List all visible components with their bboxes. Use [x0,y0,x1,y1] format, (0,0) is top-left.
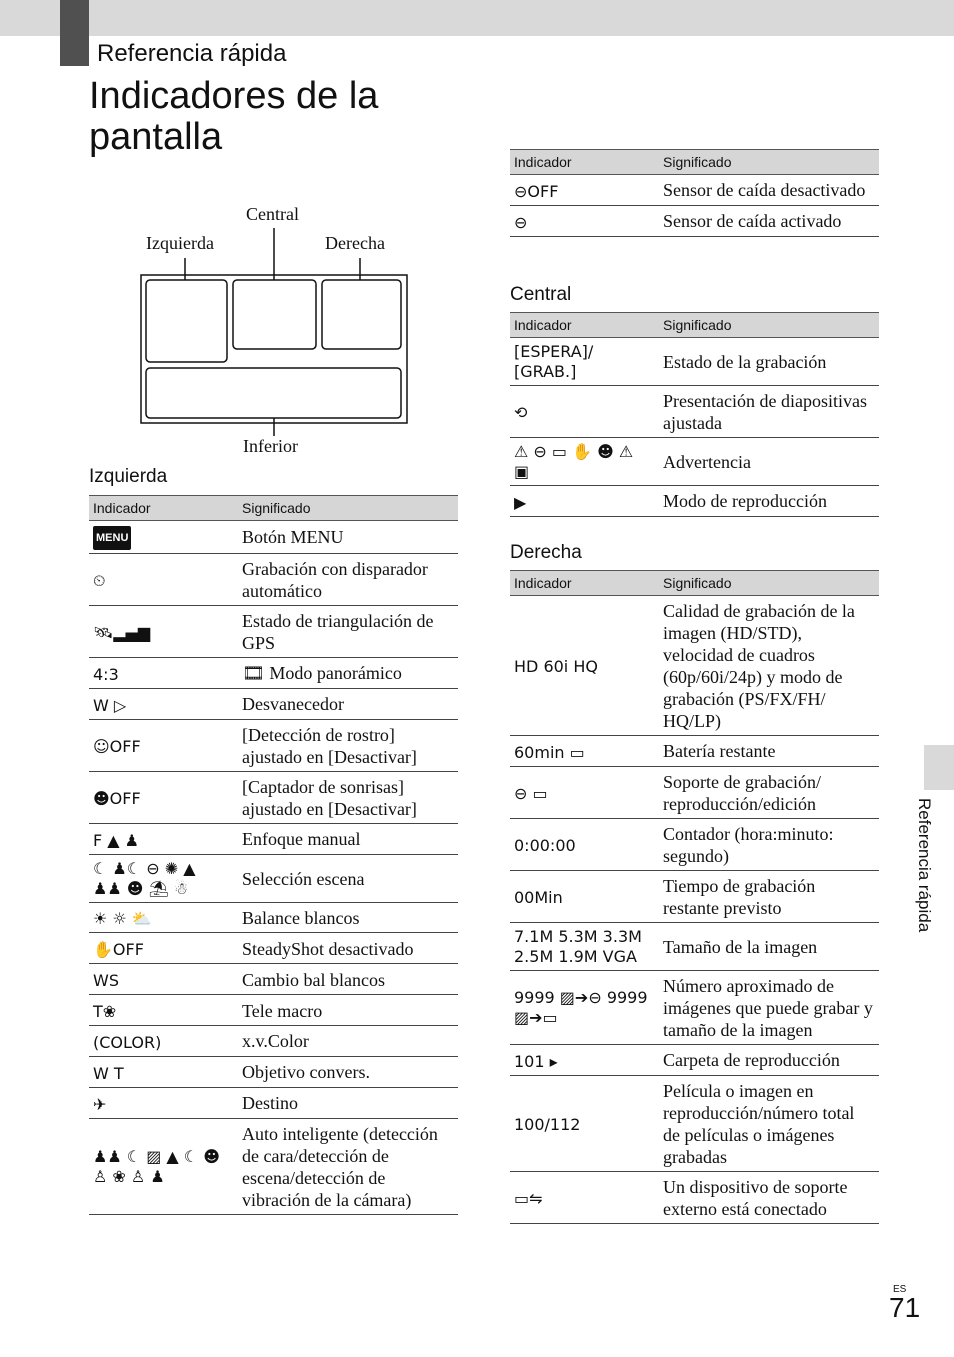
indicator-icon: ☺OFF [93,737,141,757]
page-number: 71 [889,1292,921,1323]
meaning-cell: Película o imagen en reproducción/número total de películas o imágenes grabadas [659,1075,879,1171]
meaning-cell: Calidad de grabación de la imagen (HD/STD), velocidad de cuadros (60p/60i/24p) y modo de grabación (PS/FX/FH/ HQ/LP) [659,596,879,736]
col-indicator: Indicador [510,313,659,338]
table-row [510,922,879,970]
table-row [89,902,458,933]
indicator-cell [89,933,238,964]
derecha-table [510,570,879,1224]
indicator-cell [89,605,238,657]
diagram-label-bottom: Inferior [243,436,298,456]
meaning-cell: Advertencia [659,438,879,486]
indicator-icon: W T [93,1063,124,1083]
meaning-cell: Auto inteligente (detección de cara/detección de escena/detección de vibración de la cámara) [238,1118,458,1214]
top-block-accent [60,0,89,66]
table-row [510,438,879,486]
meaning-cell: Soporte de grabación/ reproducción/edición [659,766,879,818]
indicator-cell [510,175,659,206]
indicator-cell [510,486,659,517]
indicator-cell [510,438,659,486]
meaning-cell: Objetivo convers. [238,1056,458,1087]
col-meaning: Significado [238,496,458,521]
meaning-cell: 🎞 Modo panorámico [238,657,458,688]
indicator-cell [89,823,238,854]
indicator-cell [510,870,659,922]
table-row [510,1044,879,1075]
table-row [510,1171,879,1223]
col-indicator: Indicador [89,496,238,521]
indicator-icon: 🛰▂▄▆ [93,623,151,643]
table-row [89,1118,458,1214]
meaning-cell: Selección escena [238,854,458,902]
indicator-cell [510,1044,659,1075]
indicator-icon: ☾ ♟☾ ⊖ ✺ ▲ ♟♟ ☻ ⛱ ☃ [93,858,196,898]
table-row [89,933,458,964]
side-tab-label: Referencia rápida [915,798,934,933]
table-row [510,386,879,438]
indicator-cell [89,1087,238,1118]
indicator-cell [89,521,238,554]
indicator-cell [510,205,659,236]
indicator-cell [510,922,659,970]
meaning-cell: Presentación de diapositivas ajustada [659,386,879,438]
indicator-icon: (COLOR) [93,1032,162,1052]
table-row [89,771,458,823]
indicator-cell [510,596,659,736]
meaning-cell: Carpeta de reproducción [659,1044,879,1075]
meaning-cell: Balance blancos [238,902,458,933]
table-row [89,657,458,688]
language-code: ES [893,1284,907,1295]
meaning-cell: Grabación con disparador automático [238,553,458,605]
indicator-cell [89,964,238,995]
indicator-icon: ▭⇋ [514,1189,543,1209]
col-indicator: Indicador [510,571,659,596]
indicator-cell [89,719,238,771]
indicator-icon: W ▷ [93,695,127,715]
meaning-cell: Tiempo de grabación restante previsto [659,870,879,922]
section-label: Referencia rápida [97,40,287,67]
indicator-cell [510,338,659,386]
meaning-cell: x.v.Color [238,1026,458,1057]
table-row [510,338,879,386]
table-row [89,1056,458,1087]
table-row [510,736,879,767]
meaning-cell: [Detección de rostro] ajustado en [Desactivar] [238,719,458,771]
meaning-cell: Batería restante [659,736,879,767]
table-row [510,486,879,517]
indicator-cell [89,553,238,605]
table-row [510,596,879,736]
indicator-cell [89,1026,238,1057]
indicator-cell [89,1056,238,1087]
indicator-cell [89,1118,238,1214]
indicator-icon: 7.1M 5.3M 3.3M 2.5M 1.9M VGA [514,926,642,966]
table-row [510,175,879,206]
table-row [89,1026,458,1057]
meaning-cell: Número aproximado de imágenes que puede grabar y tamaño de la imagen [659,970,879,1044]
table-row [89,823,458,854]
izquierda-cont-table [510,149,879,237]
indicator-cell [510,386,659,438]
table-row [510,870,879,922]
indicator-cell [89,657,238,688]
central-table [510,312,879,517]
screen-diagram [140,200,410,462]
table-row [89,995,458,1026]
meaning-cell: Destino [238,1087,458,1118]
indicator-icon: 101 ▸ [514,1051,558,1071]
meaning-cell: Modo de reproducción [659,486,879,517]
indicator-icon: ✈ [93,1094,107,1114]
table-row [510,1075,879,1171]
table-row [510,818,879,870]
indicator-cell [89,995,238,1026]
indicator-cell [89,688,238,719]
table-row [89,605,458,657]
col-meaning: Significado [659,313,879,338]
indicator-cell [510,818,659,870]
indicator-cell [89,902,238,933]
diagram-label-central: Central [246,204,299,224]
izquierda-heading: Izquierda [89,466,168,487]
indicator-icon: ⊖ [514,212,528,232]
indicator-icon: ✋OFF [93,940,144,960]
side-tab-marker [924,745,954,790]
table-row [510,766,879,818]
meaning-cell: Un dispositivo de soporte externo está conectado [659,1171,879,1223]
meaning-cell: Estado de triangulación de GPS [238,605,458,657]
meaning-cell: SteadyShot desactivado [238,933,458,964]
meaning-cell: Contador (hora:minuto: segundo) [659,818,879,870]
indicator-icon: ♟♟ ☾ ▨ ▲ ☾ ☻ ♙ ❀ ♙ ♟ [93,1146,220,1186]
central-heading: Central [510,284,572,305]
indicator-icon: ⊖OFF [514,181,559,201]
diagram-frame [140,200,410,462]
diagram-label-right: Derecha [325,233,385,253]
indicator-icon: ☀ ☼ ⛅ [93,909,152,929]
meaning-cell: Sensor de caída activado [659,205,879,236]
meaning-cell: Enfoque manual [238,823,458,854]
indicator-cell [89,771,238,823]
indicator-icon: 9999 ▨➔⊖ 9999 ▨➔▭ [514,987,648,1027]
indicator-icon: 00Min [514,888,563,908]
page-title: Indicadores de la pantalla [89,75,379,158]
meaning-cell: Tamaño de la imagen [659,922,879,970]
indicator-icon: [ESPERA]/ [GRAB.] [514,342,594,381]
indicator-cell [510,1075,659,1171]
indicator-cell [510,1171,659,1223]
indicator-icon: ▶ [514,492,527,512]
izquierda-table [89,495,458,1215]
indicator-cell [510,736,659,767]
indicator-icon: MENU [93,526,131,550]
indicator-cell [89,854,238,902]
col-meaning: Significado [659,150,879,175]
indicator-icon: 100/112 [514,1115,581,1135]
indicator-icon: F ▲ ♟ [93,830,140,850]
indicator-icon: ⚠ ⊖ ▭ ✋ ☻ ⚠ ▣ [514,442,634,481]
indicator-icon: 60min ▭ [514,742,585,762]
meaning-cell: Desvanecedor [238,688,458,719]
table-row [89,521,458,554]
indicator-icon: ⏲ [93,571,106,591]
meaning-cell: [Captador de sonrisas] ajustado en [Desactivar] [238,771,458,823]
indicator-cell [510,766,659,818]
table-row [89,688,458,719]
derecha-heading: Derecha [510,542,582,563]
indicator-icon: T❀ [93,1002,117,1021]
diagram-label-left: Izquierda [146,233,214,253]
table-row [89,553,458,605]
indicator-icon: HD 60i HQ [514,657,598,677]
meaning-cell: Botón MENU [238,521,458,554]
indicator-icon: 4:3 [93,664,119,684]
meaning-cell: Cambio bal blancos [238,964,458,995]
meaning-cell: Estado de la grabación [659,338,879,386]
top-bar [0,0,954,36]
table-row [89,854,458,902]
indicator-icon: ⊖ ▭ [514,784,548,804]
table-row [510,970,879,1044]
indicator-icon: 0:00:00 [514,836,576,856]
indicator-icon: WS [93,971,119,991]
indicator-icon: ☻OFF [93,789,141,809]
col-meaning: Significado [659,571,879,596]
table-row [89,719,458,771]
table-row [89,964,458,995]
table-row [510,205,879,236]
indicator-cell [510,970,659,1044]
indicator-icon: ⟲ [514,403,528,423]
meaning-cell: Tele macro [238,995,458,1026]
meaning-cell: Sensor de caída desactivado [659,175,879,206]
col-indicator: Indicador [510,150,659,175]
table-row [89,1087,458,1118]
